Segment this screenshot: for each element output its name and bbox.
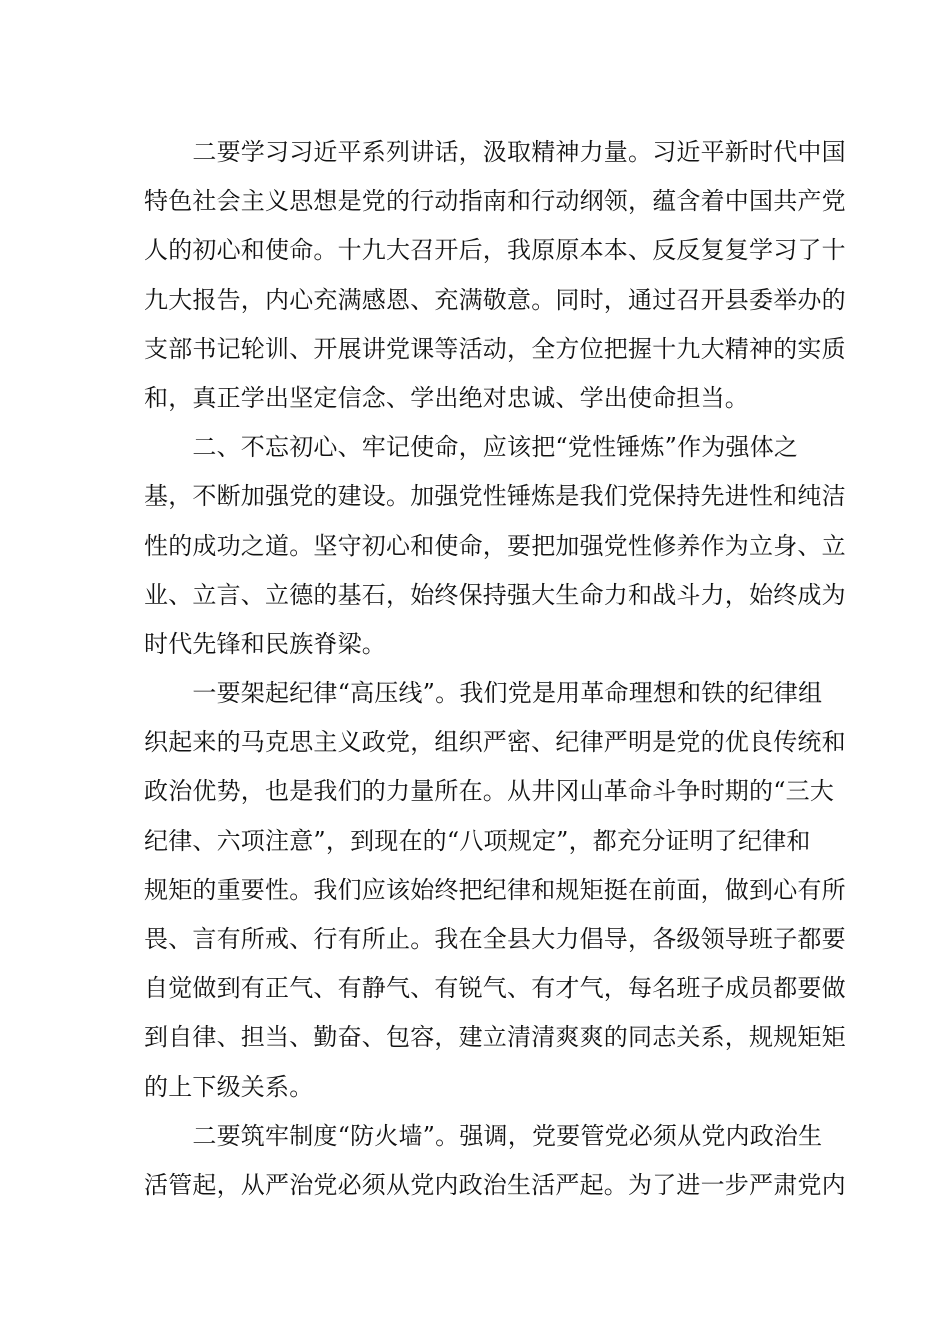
text-line: 支部书记轮训、开展讲党课等活动，全方位把握十九大精神的实质 [144,334,846,363]
text-line: 的上下级关系。 [144,1072,314,1101]
text-line: 性的成功之道。坚守初心和使命，要把加强党性修养作为立身、立 [144,531,846,560]
text-line: 二要筑牢制度“防火墙”。强调，党要管党必须从党内政治生 [144,1121,823,1150]
text-line: 二、不忘初心、牢记使命，应该把“党性锤炼”作为强体之 [144,433,799,462]
text-line: 政治优势，也是我们的力量所在。从井冈山革命斗争时期的“三大 [144,777,835,806]
text-line: 织起来的马克思主义政党，组织严密、纪律严明是党的优良传统和 [144,728,846,757]
text-line: 基，不断加强党的建设。加强党性锤炼是我们党保持先进性和纯洁 [144,482,846,511]
paragraph-4 [144,1112,846,1210]
text-line: 九大报告，内心充满感恩、充满敬意。同时，通过召开县委举办的 [144,285,846,314]
text-line: 一要架起纪律“高压线”。我们党是用革命理想和铁的纪律组 [144,679,823,708]
paragraph-1 [144,128,846,423]
text-line: 活管起，从严治党必须从党内政治生活严起。为了进一步严肃党内 [144,1170,846,1199]
text-line: 自觉做到有正气、有静气、有锐气、有才气，每名班子成员都要做 [144,974,846,1003]
text-line: 规矩的重要性。我们应该始终把纪律和规矩挺在前面，做到心有所 [144,875,846,904]
document-body [144,128,846,1210]
text-line: 时代先锋和民族脊梁。 [144,629,386,658]
paragraph-2 [144,423,846,669]
text-line: 畏、言有所戒、行有所止。我在全县大力倡导，各级领导班子都要 [144,925,846,953]
paragraph-3 [144,669,846,1112]
text-line: 人的初心和使命。十九大召开后，我原原本本、反反复复学习了十 [144,236,846,265]
text-line: 和，真正学出坚定信念、学出绝对忠诚、学出使命担当。 [144,383,749,412]
text-line: 业、立言、立德的基石，始终保持强大生命力和战斗力，始终成为 [144,580,846,609]
text-line: 二要学习习近平系列讲话，汲取精神力量。习近平新时代中国 [144,138,846,166]
text-line: 到自律、担当、勤奋、包容，建立清清爽爽的同志关系，规规矩矩 [144,1023,846,1052]
text-line: 纪律、六项注意”，到现在的“八项规定”，都充分证明了纪律和 [144,826,811,855]
text-line: 特色社会主义思想是党的行动指南和行动纲领，蕴含着中国共产党 [144,187,846,216]
